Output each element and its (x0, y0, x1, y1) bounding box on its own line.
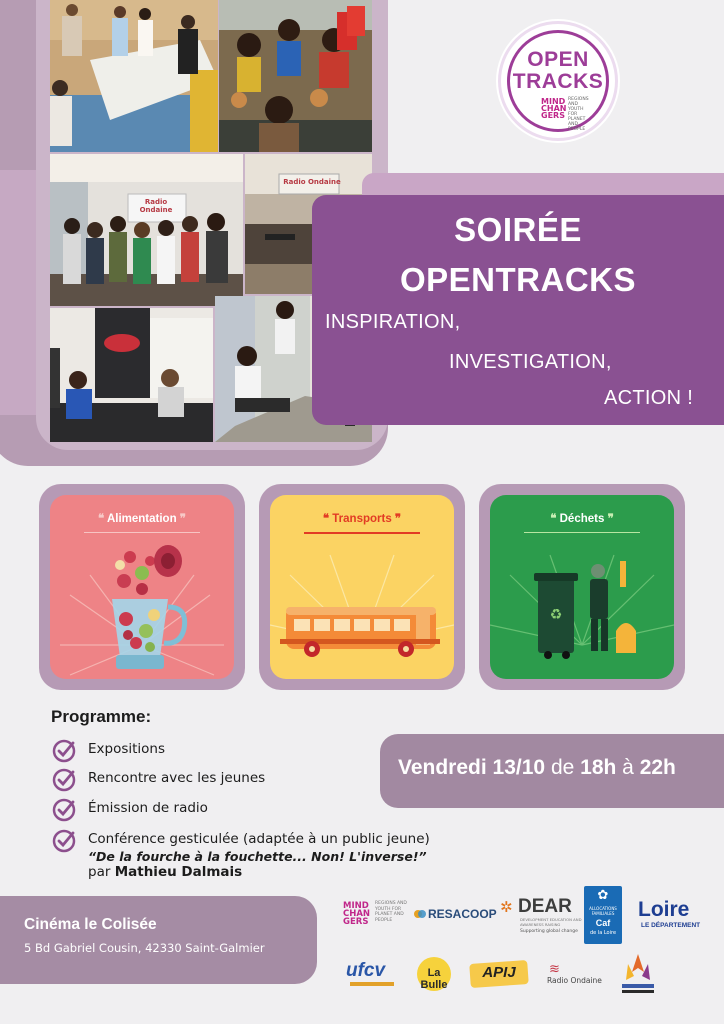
photo-interview (50, 308, 213, 442)
programme-quote: “De la fourche à la fouchette... Non! L'inverse!” (88, 849, 427, 864)
check-circle-icon (52, 739, 76, 763)
quote-close-icon: ❞ (391, 513, 402, 525)
event-start: 18h (580, 756, 617, 779)
partner-hands-emblem (618, 950, 658, 996)
resacoop-icon (413, 907, 427, 921)
partner-ufcv (346, 960, 404, 990)
theme-card-transports-title (270, 511, 454, 525)
radio-wave-icon: ≋ (549, 962, 560, 977)
studio-banner-text: Radio Ondaine (283, 178, 341, 186)
event-end: 22h (639, 756, 676, 779)
partner-apij (470, 962, 530, 988)
theme-label-transports: Transports (332, 513, 392, 525)
quote-close-icon: ❞ (176, 513, 186, 525)
tagline-action: ACTION ! (604, 387, 694, 409)
photo-children (219, 0, 372, 152)
resacoop-text: RESACOOP (428, 907, 497, 921)
theme-card-dechets-inner (490, 495, 674, 679)
collage-side-strip (0, 170, 40, 415)
radio-banner-text: Radio Ondaine (139, 198, 173, 214)
dear-text: DEAR (518, 896, 572, 917)
partner-mindchangers-tag: REGIONS AND YOUTH FOR PLANET AND PEOPLE (375, 901, 407, 923)
tagline-inspiration: INSPIRATION, (325, 311, 461, 333)
partner-radio-ondaine (547, 962, 603, 992)
theme-card-alimentation (39, 484, 245, 690)
theme-label-dechets: Déchets (559, 513, 605, 525)
partner-la-bulle (413, 957, 455, 993)
programme-title: Programme: (51, 707, 152, 726)
programme-item-text: Rencontre avec les jeunes (88, 770, 266, 786)
check-circle-icon (52, 829, 76, 853)
tagline-investigation: INVESTIGATION, (449, 351, 612, 373)
caf-emblem-icon: ✿ (597, 888, 609, 903)
logo-title-line2: TRACKS (512, 70, 604, 93)
logo-mindchangers: MIND CHAN GERS (541, 97, 567, 120)
caf-label: ALLOCATIONS FAMILIALES (589, 906, 617, 916)
title-line1: SOIRÉE (454, 211, 582, 248)
ufcv-text: ufcv (346, 960, 386, 981)
theme-card-dechets (479, 484, 685, 690)
theme-card-dechets-title (490, 511, 674, 525)
partner-loire (638, 898, 714, 934)
logo-title-line1: OPEN (527, 48, 589, 71)
venue-name: Cinéma le Colisée (24, 916, 157, 933)
radio-ondaine-text: Radio Ondaine (547, 976, 602, 985)
check-circle-icon (52, 768, 76, 792)
programme-item-text: Émission de radio (88, 800, 208, 816)
opentracks-logo (498, 21, 618, 141)
caf-name: Caf (595, 918, 611, 928)
apij-text: APIJ (482, 964, 516, 981)
programme-speaker (88, 864, 508, 881)
card-rule (304, 532, 420, 534)
theme-label-alimentation: Alimentation (106, 513, 177, 525)
speaker-prefix: par (88, 864, 111, 880)
venue-panel (0, 896, 317, 984)
speaker-name: Mathieu Dalmais (114, 864, 243, 880)
date-de: de (550, 756, 575, 779)
dear-star-icon: ✲ (500, 898, 513, 916)
partner-resacoop (413, 904, 497, 924)
loire-subtitle: LE DÉPARTEMENT (641, 922, 701, 929)
quote-open-icon: ❝ (550, 513, 560, 525)
date-pill (380, 734, 724, 808)
loire-text: Loire (638, 898, 690, 921)
event-date (398, 756, 676, 780)
bus-illustration (270, 535, 454, 679)
photo-classroom (50, 0, 218, 152)
title-line2: OPENTRACKS (399, 261, 637, 298)
hands-emblem-icon (618, 950, 658, 996)
theme-card-transports-inner (270, 495, 454, 679)
photo-radio-group (50, 154, 243, 306)
caf-region: de la Loire (589, 930, 617, 936)
recycling-illustration (490, 535, 674, 679)
dear-subtitle: DEVELOPMENT EDUCATION AND AWARENESS RAISING (520, 917, 582, 927)
card-rule (524, 532, 640, 533)
partner-mindchangers: MIND CHAN GERS (343, 901, 371, 927)
partner-dear (500, 896, 580, 940)
quote-close-icon: ❞ (604, 513, 614, 525)
bulle-text: La Bulle (420, 967, 448, 991)
theme-card-alimentation-title (50, 511, 234, 525)
theme-card-alimentation-inner (50, 495, 234, 679)
quote-open-icon: ❝ (322, 513, 333, 525)
title-panel (312, 195, 724, 425)
card-rule (84, 532, 200, 533)
quote-open-icon: ❝ (98, 513, 107, 525)
check-circle-icon (52, 798, 76, 822)
dear-tagline: Supporting global change (520, 929, 578, 934)
event-day: Vendredi 13/10 (398, 756, 546, 779)
theme-card-transports (259, 484, 465, 690)
svg-text:♻: ♻ (549, 607, 563, 623)
venue-address: 5 Bd Gabriel Cousin, 42330 Saint-Galmier (24, 941, 265, 955)
programme-item-text: Expositions (88, 741, 166, 757)
ufcv-underline (350, 982, 394, 986)
partner-caf (584, 886, 622, 944)
date-a: à (622, 756, 634, 779)
blender-illustration (50, 535, 234, 679)
programme-item-text: Conférence gesticulée (adaptée à un public jeune) (88, 831, 430, 847)
logo-tagline: REGIONS AND YOUTH FOR PLANET AND PEOPLE (568, 97, 589, 132)
